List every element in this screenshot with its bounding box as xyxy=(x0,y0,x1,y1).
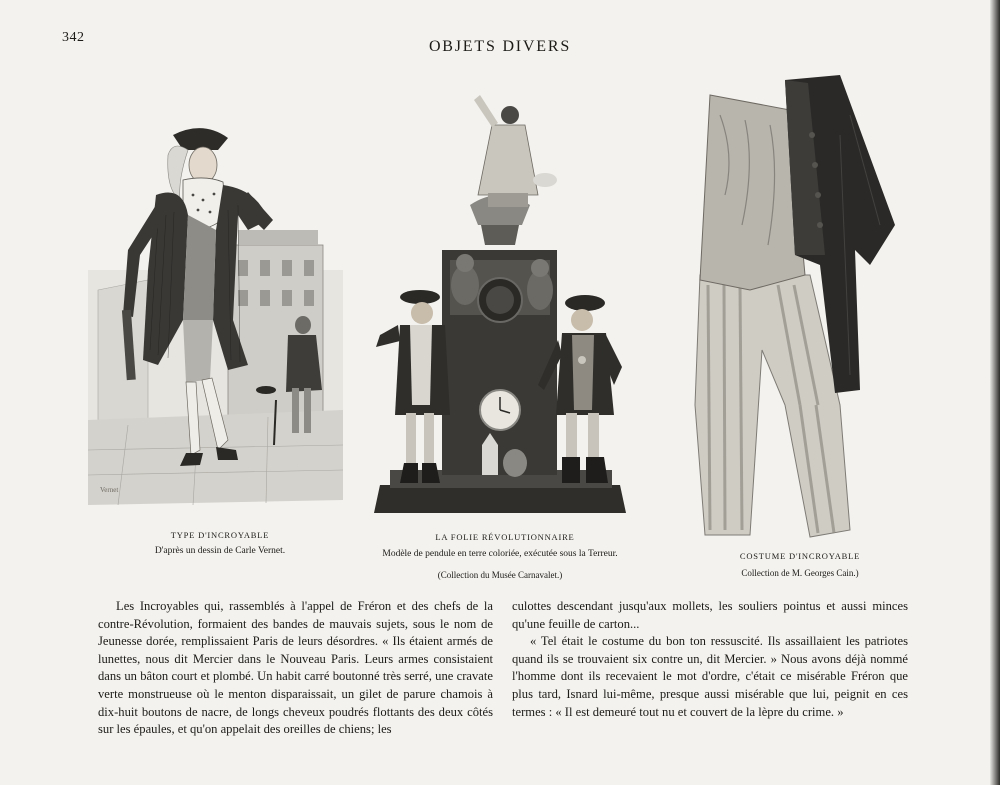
caption-title-2: LA FOLIE RÉVOLUTIONNAIRE xyxy=(435,532,575,542)
caption-description-2: Modèle de pendule en terre coloriée, exécutée sous la Terreur. xyxy=(382,549,618,559)
paragraph-continuation: culottes descendant jusqu'aux mollets, les souliers pointus et aussi minces qu'une feuille de carton... xyxy=(512,599,908,631)
page-edge-shadow xyxy=(990,0,1000,785)
svg-text:Vernet: Vernet xyxy=(100,486,119,494)
incroyable-drawing xyxy=(88,120,343,515)
caption-credit-3: Collection de M. Georges Cain.) xyxy=(741,568,859,578)
body-text-left-column xyxy=(98,598,493,739)
body-text-right-column xyxy=(512,598,908,721)
caption-title-1: TYPE D'INCROYABLE xyxy=(170,530,270,540)
caption-credit-1: D'après un dessin de Carle Vernet. xyxy=(154,546,286,556)
page-number: 342 xyxy=(62,30,85,45)
paragraph-incroyables: Les Incroyables qui, rassemblés à l'appel de Fréron et des chefs de la contre-Révolution, formaient des bandes de mauvais sujets, sous le nom de Jeunesse dorée, remplissaient Paris de leurs désordres. « Ils étaient armés de lunettes, nous dit Mercier dans le Nouveau Paris. Leurs armes consistaient dans un bâton court et plombé. Un habit carré boutonné très serré, une cravate verte monstrueuse où le menton disparaissait, un gilet de parure chamois à dix-huit boutons de nacre, de longs cheveux poudrés flottants des deux côtés sur les épaules, et qu'on appelait des oreilles de chiens; les xyxy=(98,599,493,737)
revolutionary-clock-photo xyxy=(370,85,632,515)
caption-credit-2: (Collection du Musée Carnavalet.) xyxy=(437,570,563,580)
caption-title-3: COSTUME D'INCROYABLE xyxy=(739,551,861,561)
running-head: OBJETS DIVERS xyxy=(428,38,572,55)
paragraph-costume-quote: « Tel était le costume du bon ton ressuscité. Ils assaillaient les patriotes quand ils se trouvaient six contre un, dit Mercier. » Nous avons déjà nommé l'homme dont ils recevaient le mot d'ordre, c'était ce misérable Fréron que plus tard, Isnard lui-même, presque aussi misérable que lui, peignit en ces termes : « Il est demeuré tout nu et couvert de la lèpre du crime. » xyxy=(512,634,908,719)
incroyable-costume-photo xyxy=(690,75,902,545)
